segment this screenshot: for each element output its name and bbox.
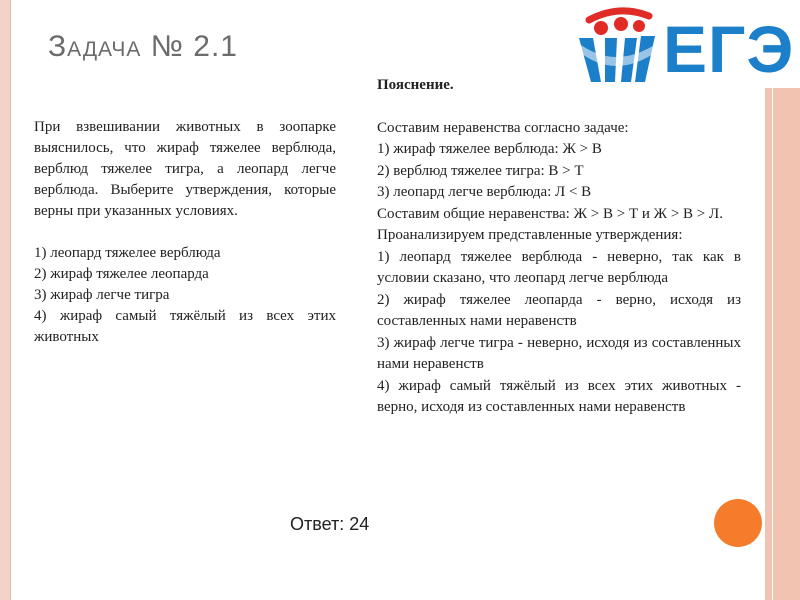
spacer — [34, 222, 336, 243]
explanation-line: Составим неравенства согласно задаче: — [377, 119, 629, 136]
explanation-line: Составим общие неравенства: Ж > В > Т и Ж > В > Л. — [377, 205, 723, 222]
problem-option-3: 3) жираф легче тигра — [34, 287, 170, 303]
decorative-circle — [714, 499, 762, 547]
explanation-line: 1) жираф тяжелее верблюда: Ж > В — [377, 141, 602, 157]
slide-right-border-line — [772, 88, 773, 600]
explanation-line: 3) жираф легче тигра - неверно, исходя из составленных нами неравенств — [377, 334, 741, 372]
ege-logo-text: ЕГЭ — [663, 12, 795, 86]
explanation-heading: Пояснение. — [377, 77, 454, 93]
explanation — [377, 75, 741, 419]
explanation-line: Проанализируем представленные утверждения: — [377, 227, 683, 243]
slide-left-border — [0, 0, 10, 600]
problem-option-1: 1) леопард тяжелее верблюда — [34, 245, 221, 261]
explanation-line: 4) жираф самый тяжёлый из всех этих животных - верно, исходя из составленных нами неравенств — [377, 377, 741, 415]
slide-right-border — [765, 88, 800, 600]
spacer — [377, 97, 741, 118]
problem-text: При взвешивании животных в зоопарке выяснилось, что жираф тяжелее верблюда, верблюд тяжелее тигра, а леопард легче верблюда. Выберите утверждения, которые верны при указанных условиях. — [34, 119, 336, 219]
problem-option-4: 4) жираф самый тяжёлый из всех этих животных — [34, 308, 336, 345]
explanation-line: 1) леопард тяжелее верблюда - неверно, так как в условии сказано, что леопард легче верблюда — [377, 248, 741, 286]
slide-left-border-line — [10, 0, 11, 600]
explanation-line: 2) жираф тяжелее леопарда - верно, исходя из составленных нами неравенств — [377, 291, 741, 329]
problem-option-2: 2) жираф тяжелее леопарда — [34, 266, 209, 282]
explanation-line: 2) верблюд тяжелее тигра: В > Т — [377, 162, 584, 179]
explanation-line: 3) леопард легче верблюда: Л < В — [377, 184, 592, 200]
answer-text: Ответ: 24 — [290, 514, 370, 534]
slide-title: Задача № 2.1 — [48, 30, 238, 63]
problem-statement — [34, 117, 336, 348]
